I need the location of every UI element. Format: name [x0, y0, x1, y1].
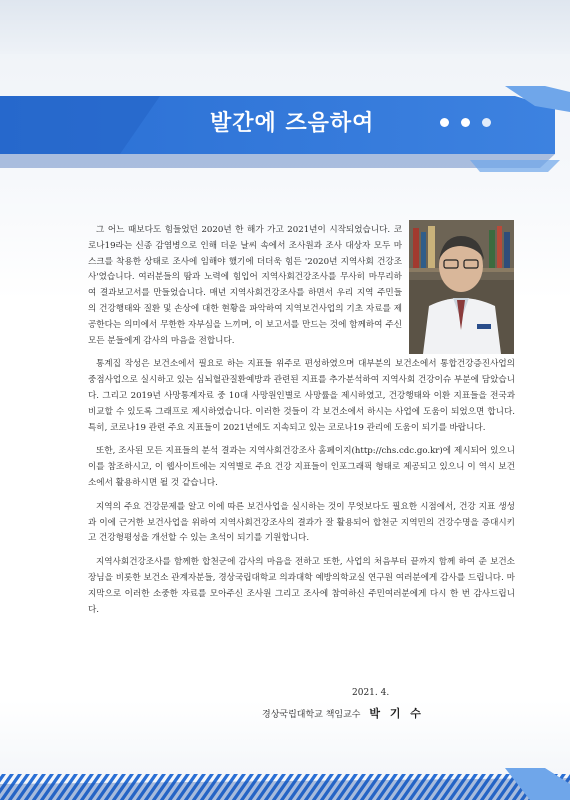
signature-line	[262, 705, 424, 721]
paragraph: 지역의 주요 건강문제를 알고 이에 따른 보건사업을 실시하는 것이 무엇보다도 필요한 시점에서, 건강 지표 생성과 이에 근거한 보건사업을 위하여 지역사회건강조사의 결과가 잘 활용되어 합천군 지역민의 건강수명을 증대시키고 건강형평성을 개선할 수 있는 초석이 되기를 기원합니다.	[88, 501, 515, 544]
signature-name: 박 기 수	[369, 707, 424, 720]
paragraph: 통계집 작성은 보건소에서 필요로 하는 지표들 위주로 편성하였으며 대부분의 보건소에서 통합건강증진사업의 중점사업으로 실시하고 있는 심뇌혈관질환예방과 관련된 지표를 추가분석하여 지역사회 건강이슈 부분에 담았습니다. 그리고 2019년 사망통계자료 중 10대 사망원인별로 사망률을 제시하였고, 건강행태와 이환 지표들을 전국과 비교할 수 있도록 그래프로 제시하였습니다. 이러한 것들이 각 보건소에서 하시는 사업에 도움이 되었으면 합니다. 특히, 코로나19 관련 주요 지표들이 2021년에도 지속되고 있는 코로나19 관리에 도움이 되기를 바랍니다.	[88, 359, 515, 433]
top-band	[0, 0, 570, 54]
decor-dot-icon	[440, 118, 449, 127]
paragraph: 지역사회건강조사를 함께한 합천군에 감사의 마음을 전하고 또한, 사업의 처음부터 끝까지 함께 하여 준 보건소장님을 비롯한 보건소 관계자분들, 경상국립대학교 의과대학 예방의학교실 연구원 여러분에게 감사를 드립니다. 마지막으로 이러한 소중한 자료를 모아주신 조사원 그리고 조사에 참여하신 주민여러분에게 다시 한 번 감사드립니다.	[88, 557, 515, 615]
bottom-decoration	[0, 754, 570, 800]
paragraph: 또한, 조사된 모든 지표들의 분석 결과는 지역사회건강조사 홈페이지(http://chs.cdc.go.kr)에 제시되어 있으니 이를 참조하시고, 이 웹사이트에는 지역별로 주요 건강 지표들이 인포그래픽 형태로 제공되고 있으니 이 역시 보건소에서 활용하시면 될 것 같습니다.	[88, 446, 515, 488]
paragraph: 그 어느 때보다도 힘들었던 2020년 한 해가 가고 2021년이 시작되었습니다. 코로나19라는 신종 감염병으로 인해 더운 날씨 속에서 조사원과 조사 대상자 모두 마스크를 착용한 상태로 조사에 임해야 했기에 더더욱 힘든 '2020년 지역사회 건강조사'였습니다. 여러분들의 땀과 노력에 힘입어 지역사회건강조사를 무사히 마무리하여 결과보고서를 만들었습니다. 매년 지역사회건강조사를 하면서 우리 지역 주민들의 건강행태와 질환 및 손상에 대한 현황을 파악하여 지역보건사업의 기초 자료를 제공한다는 의미에서 무한한 자부심을 느끼며, 이 보고서를 만드는 것에 함께하여 주신 모든 분들에게 감사의 마음을 전합니다.	[88, 225, 402, 346]
foreword-body	[88, 223, 515, 626]
page-title: 발간에 즈음하여	[210, 111, 375, 136]
decor-dot-icon	[461, 118, 470, 127]
signature-affiliation: 경상국립대학교 책임교수	[262, 710, 361, 720]
stripe-pattern	[0, 754, 570, 800]
signature-date: 2021. 4.	[352, 688, 390, 698]
decor-dot-icon	[482, 118, 491, 127]
